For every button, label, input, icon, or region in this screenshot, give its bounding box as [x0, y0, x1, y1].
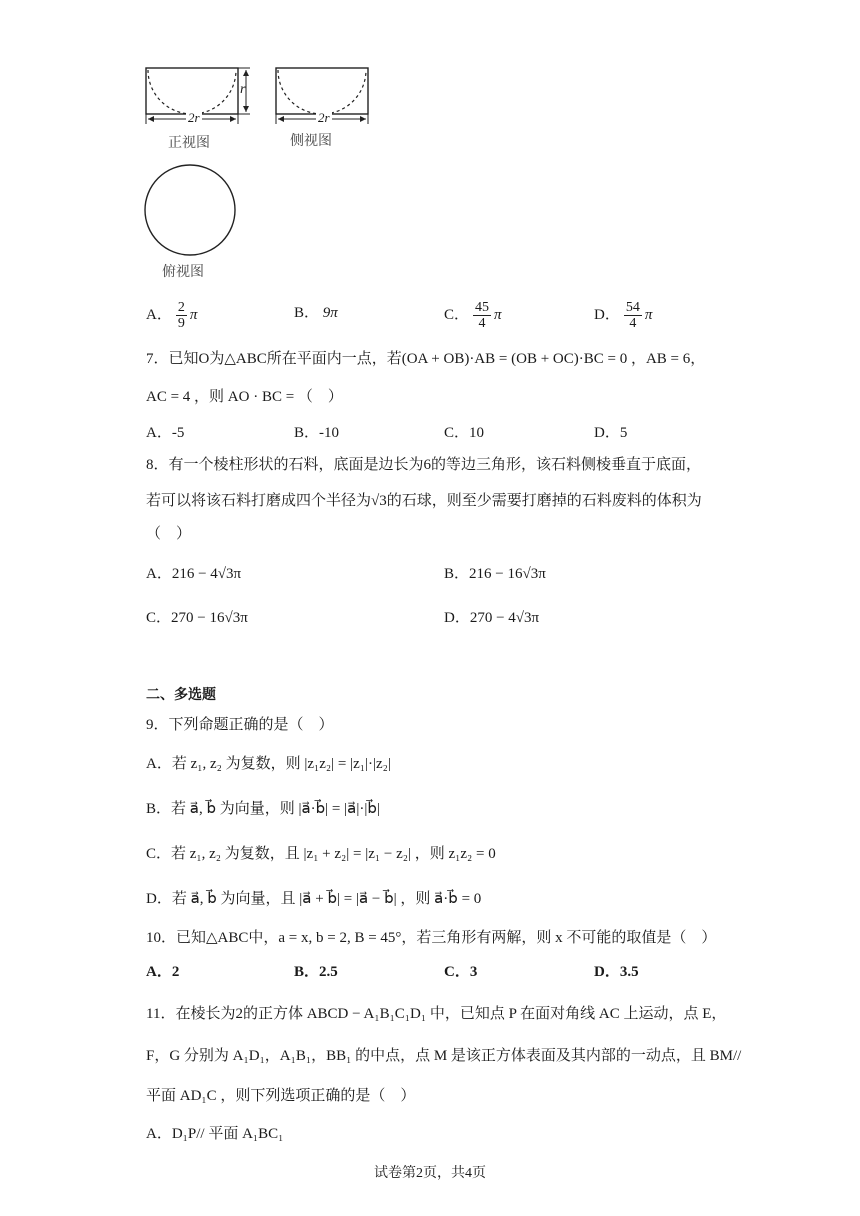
q6-option-b[interactable]: B． 9π — [294, 305, 338, 321]
width-label-side: 2r — [316, 108, 332, 128]
q7-stem-line2: AC = 4 ，则 AO · BC = （ ） — [146, 389, 343, 405]
q7-option-c[interactable]: C．10 — [444, 425, 485, 441]
front-view-caption: 正视图 — [168, 135, 210, 151]
q9-stem: 9．下列命题正确的是（ ） — [146, 717, 334, 733]
q8-stem-line1: 8．有一个棱柱形状的石料，底面是边长为6的等边三角形，该石料侧棱垂直于底面， — [146, 457, 702, 473]
q7-option-d[interactable]: D．5 — [594, 425, 628, 441]
q6-a-fraction: $\frac{2}{9}$ — [177, 300, 185, 331]
q11-stem-line3: 平面 AD₁C ，则下列选项正确的是（ ） — [146, 1088, 416, 1104]
q7-option-a[interactable]: A．-5 — [146, 425, 185, 441]
q8-option-a[interactable]: A．216 − 4√3π — [146, 566, 242, 582]
side-view-caption: 侧视图 — [290, 133, 332, 149]
q11-stem-line1: 11．在棱长为2的正方体 ABCD − A₁B₁C₁D₁ 中，已知点 P 在面对角线 AC 上运动，点 E， — [146, 1006, 727, 1022]
top-view-caption: 俯视图 — [162, 264, 204, 280]
q7-stem-line1: 7．已知O为△ABC所在平面内一点，若(OA + OB)·AB = (OB + OC)·BC = 0 ，AB = 6， — [146, 351, 706, 367]
q11-option-a[interactable]: A．D₁P// 平面 A₁BC₁ — [146, 1126, 284, 1142]
q10-option-c[interactable]: C．3 — [444, 964, 478, 980]
q8-option-b[interactable]: B．216 − 16√3π — [444, 566, 546, 582]
q9-option-d[interactable]: D．若 a⃗, b⃗ 为向量，且 |a⃗ + b⃗| = |a⃗ − b⃗| ，则 a⃗·b⃗ = 0 — [146, 891, 482, 907]
q8-stem-line3: （ ） — [146, 526, 192, 542]
q6-option-d[interactable]: D． $\frac{54}{4}$ π — [594, 300, 653, 331]
q9-option-c[interactable]: C．若 z₁, z₂ 为复数，且 |z₁ + z₂| = |z₁ − z₂| ，则 z₁z₂ = 0 — [146, 846, 496, 862]
q7-option-b[interactable]: B．-10 — [294, 425, 340, 441]
top-view-figure — [140, 164, 240, 256]
q6-option-c[interactable]: C． $\frac{45}{4}$ π — [444, 300, 502, 331]
q10-option-d[interactable]: D．3.5 — [594, 964, 639, 980]
page-footer: 试卷第2页，共4页 — [374, 1166, 486, 1181]
q8-stem-line2: 若可以将该石料打磨成四个半径为√3的石球，则至少需要打磨掉的石料废料的体积为 — [146, 493, 702, 509]
q11-stem-line2: F，G 分别为 A₁D₁，A₁B₁，BB₁ 的中点，点 M 是该正方体表面及其内部的一动点，且 BM// — [146, 1048, 742, 1064]
q6-option-a[interactable]: A． $\frac{2}{9}$ π — [146, 300, 198, 331]
q10-option-b[interactable]: B．2.5 — [294, 964, 338, 980]
q8-option-d[interactable]: D．270 − 4√3π — [444, 610, 540, 626]
q9-option-a[interactable]: A．若 z₁, z₂ 为复数，则 |z₁z₂| = |z₁|·|z₂| — [146, 756, 391, 772]
width-label-front: 2r — [186, 108, 202, 128]
q8-option-c[interactable]: C．270 − 16√3π — [146, 610, 248, 626]
q10-option-a[interactable]: A．2 — [146, 964, 180, 980]
q10-stem: 10．已知△ABC中，a = x, b = 2, B = 45°，若三角形有两解，则 x 不可能的取值是（ ） — [146, 930, 717, 946]
height-label: r — [240, 82, 246, 97]
q6-c-fraction: $\frac{45}{4}$ — [475, 300, 490, 331]
q6-d-fraction: $\frac{54}{4}$ — [625, 300, 640, 331]
section-title-multi-choice: 二、多选题 — [146, 687, 216, 703]
q9-option-b[interactable]: B．若 a⃗, b⃗ 为向量，则 |a⃗·b⃗| = |a⃗|·|b⃗| — [146, 801, 380, 817]
